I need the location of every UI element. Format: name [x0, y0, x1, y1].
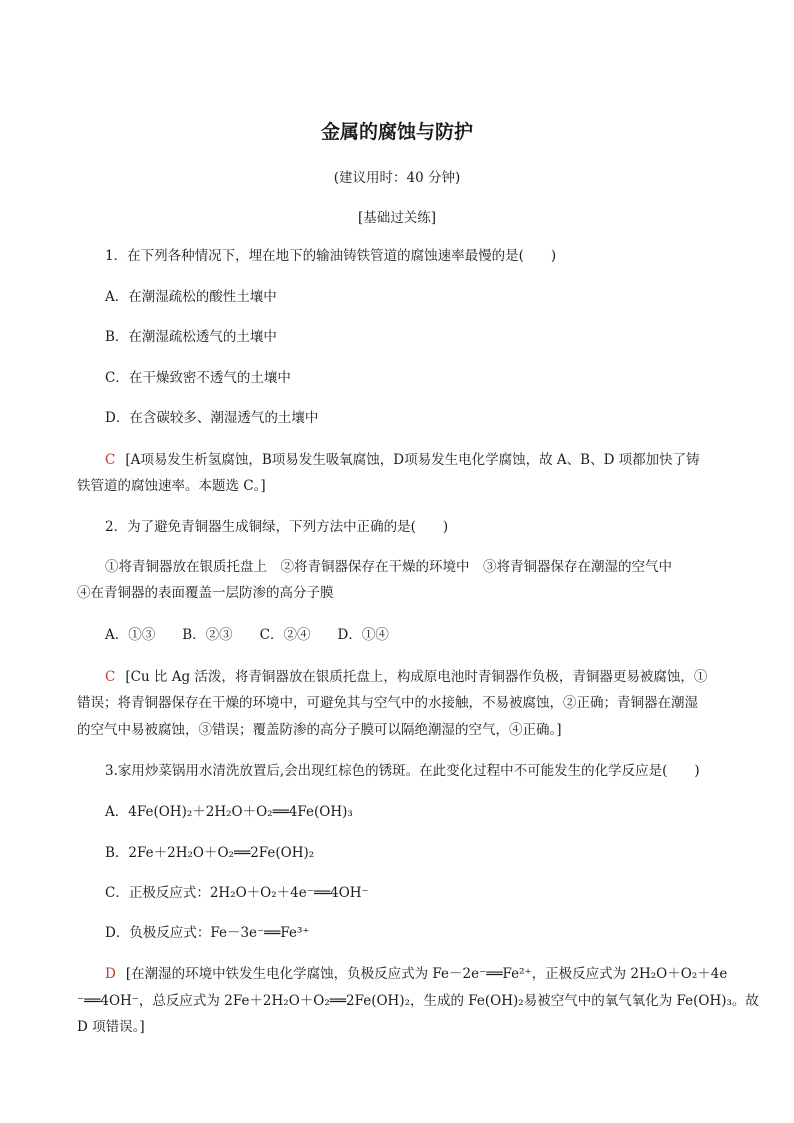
q2-stem: 2．为了避免青铜器生成铜绿，下列方法中正确的是( ) — [105, 519, 449, 535]
q1-answer-letter: C — [105, 452, 116, 468]
q3-option-b: B．2Fe＋2H₂O＋O₂══2Fe(OH)₂ — [105, 845, 315, 861]
q2-answer-letter: C — [105, 669, 116, 685]
q2-explanation-line1 — [105, 668, 707, 686]
q3-explanation-line3: D 项错误。] — [77, 1019, 145, 1035]
q2-statements-line2: ④在青铜器的表面覆盖一层防渗的高分子膜 — [77, 585, 334, 601]
q1-option-b: B．在潮湿疏松透气的土壤中 — [105, 329, 277, 345]
q1-option-d: D．在含碳较多、潮湿透气的土壤中 — [105, 410, 319, 426]
q3-explanation-line1 — [105, 965, 727, 983]
q2-choices: A．①③ B．②③ C．②④ D．①④ — [105, 627, 389, 643]
q1-stem: 1．在下列各种情况下，埋在地下的输油铸铁管道的腐蚀速率最慢的是( ) — [105, 248, 557, 264]
time-suggestion: (建议用时：40 分钟) — [333, 170, 461, 186]
q3-explanation-text1: [在潮湿的环境中铁发生电化学腐蚀，负极反应式为 Fe－2e⁻══Fe²⁺，正极反应式为 2H₂O＋O₂＋4e — [125, 966, 728, 982]
q2-explanation-text1: [Cu 比 Ag 活泼，将青铜器放在银质托盘上，构成原电池时青铜器作负极，青铜器更易被腐蚀，① — [125, 669, 708, 685]
q3-option-a: A．4Fe(OH)₂＋2H₂O＋O₂══4Fe(OH)₃ — [105, 804, 353, 820]
q1-explanation-line1 — [105, 451, 700, 469]
q3-option-d: D．负极反应式：Fe－3e⁻══Fe³⁺ — [105, 925, 310, 941]
q1-option-a: A．在潮湿疏松的酸性土壤中 — [105, 289, 277, 305]
q2-statements-line1: ①将青铜器放在银质托盘上 ②将青铜器保存在干燥的环境中 ③将青铜器保存在潮湿的空气中 — [105, 559, 672, 575]
q1-explanation-line2: 铁管道的腐蚀速率。本题选 C。] — [77, 478, 266, 494]
q3-stem: 3.家用炒菜锅用水清洗放置后,会出现红棕色的锈斑。在此变化过程中不可能发生的化学反应是( ) — [105, 763, 700, 779]
q3-option-c: C．正极反应式：2H₂O＋O₂＋4e⁻══4OH⁻ — [105, 885, 369, 901]
section-heading: [基础过关练] — [357, 210, 437, 226]
q3-answer-letter: D — [105, 966, 116, 982]
q1-explanation-text1: [A项易发生析氢腐蚀，B项易发生吸氧腐蚀，D项易发生电化学腐蚀，故 A、B、D 项都加快了铸 — [125, 452, 700, 468]
q2-explanation-line2: 错误；将青铜器保存在干燥的环境中，可避免其与空气中的水接触，不易被腐蚀，②正确；青铜器在潮湿 — [77, 695, 698, 711]
q1-option-c: C．在干燥致密不透气的土壤中 — [105, 370, 291, 386]
q2-explanation-line3: 的空气中易被腐蚀，③错误；覆盖防渗的高分子膜可以隔绝潮湿的空气，④正确。] — [77, 722, 562, 738]
page-title: 金属的腐蚀与防护 — [320, 121, 473, 143]
q3-explanation-line2: ⁻══4OH⁻，总反应式为 2Fe＋2H₂O＋O₂══2Fe(OH)₂，生成的 Fe(OH)₂易被空气中的氧气氧化为 Fe(OH)₃。故 — [77, 993, 759, 1009]
